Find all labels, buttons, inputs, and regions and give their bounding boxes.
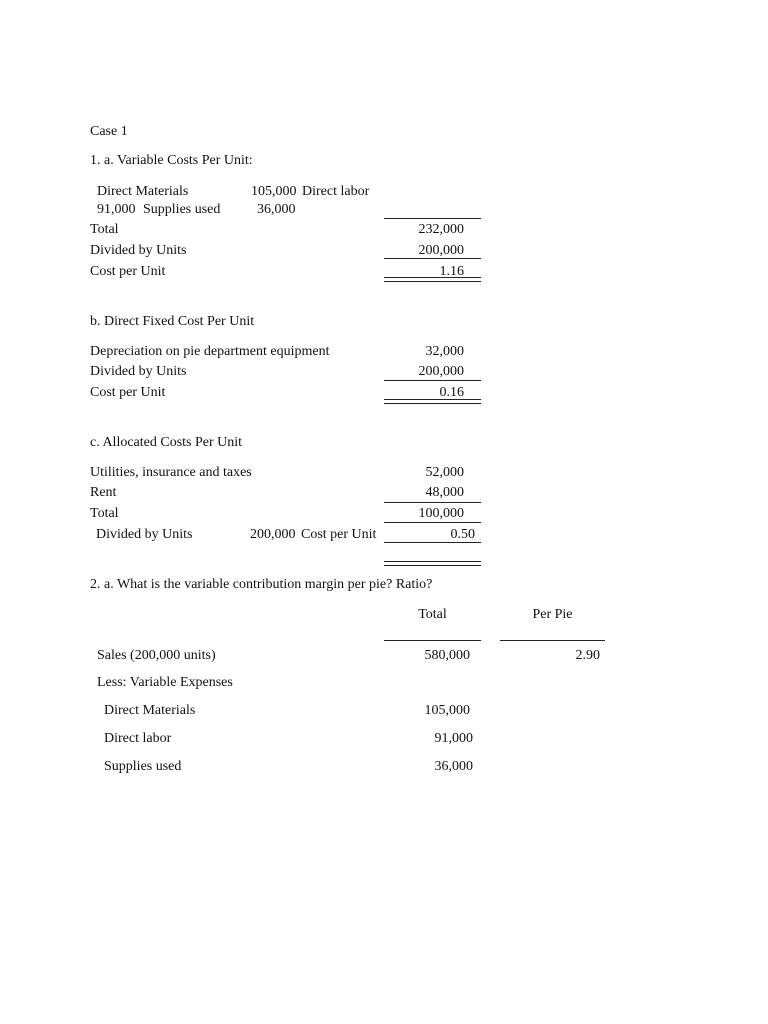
q1a-direct-materials-label: Direct Materials [97,184,189,199]
q1c-utilities-value: 52,000 [425,465,464,480]
q1a-heading: 1. a. Variable Costs Per Unit: [90,153,253,168]
q1a-direct-labor-label: Direct labor [302,184,370,199]
q1a-cost-value: 1.16 [439,264,464,279]
q1b-divided-label: Divided by Units [90,364,187,379]
q1a-supplies-used-label: Supplies used [143,202,221,217]
q1b-double-rule [384,399,481,404]
q1c-rent-label: Rent [90,485,117,500]
q2a-sales-per-pie: 2.90 [575,648,600,663]
q1b-divided-value: 200,000 [418,364,464,379]
q1b-cost-value: 0.16 [439,385,464,400]
q1a-divided-label: Divided by Units [90,243,187,258]
q2a-direct-materials-value: 105,000 [424,703,470,718]
q1c-cost-value: 0.50 [450,527,475,542]
q2a-total-header-rule [384,640,481,641]
q1b-cost-label: Cost per Unit [90,385,166,400]
q1a-total-label: Total [90,222,119,237]
q1c-total-value: 100,000 [418,506,464,521]
q1a-rule-mid [384,258,481,259]
q2a-supplies-used-value: 36,000 [434,759,473,774]
q2a-col-per-pie: Per Pie [532,607,573,622]
q1a-rule-top [384,218,481,219]
q1c-rule-under-cost [384,542,481,543]
q1c-divided-units: 200,000 [250,527,296,542]
q1b-depreciation-label: Depreciation on pie department equipment [90,344,330,359]
q2a-heading: 2. a. What is the variable contribution margin per pie? Ratio? [90,577,433,592]
q1a-divided-value: 200,000 [418,243,464,258]
q2a-direct-materials-label: Direct Materials [104,703,196,718]
q2a-col-total: Total [418,607,447,622]
q1a-supplies-used-value: 36,000 [257,202,296,217]
q1b-depreciation-value: 32,000 [425,344,464,359]
q1a-cost-label: Cost per Unit [90,264,166,279]
q1c-rule-top [384,502,481,503]
q1b-heading: b. Direct Fixed Cost Per Unit [90,314,255,329]
q1c-total-label: Total [90,506,119,521]
case-title: Case 1 [90,124,128,139]
q2a-direct-labor-value: 91,000 [434,731,473,746]
q1a-total-value: 232,000 [418,222,464,237]
q1b-rule-mid [384,380,481,381]
q1c-heading: c. Allocated Costs Per Unit [90,435,243,450]
q1c-rule-mid [384,522,481,523]
q1c-rent-value: 48,000 [425,485,464,500]
q1c-utilities-label: Utilities, insurance and taxes [90,465,252,480]
q1c-divided-label: Divided by Units [96,527,193,542]
q2a-sales-label: Sales (200,000 units) [97,648,216,663]
q2a-sales-total: 580,000 [424,648,470,663]
q2a-per-pie-header-rule [500,640,605,641]
q1a-direct-labor-value: 91,000 [97,202,136,217]
q2a-supplies-used-label: Supplies used [104,759,182,774]
q1c-double-rule [384,561,481,566]
q1c-cost-label: Cost per Unit [301,527,377,542]
q2a-less-label: Less: Variable Expenses [97,675,233,690]
q1a-double-rule [384,277,481,282]
q1a-direct-materials-value: 105,000 [251,184,297,199]
q2a-direct-labor-label: Direct labor [104,731,172,746]
